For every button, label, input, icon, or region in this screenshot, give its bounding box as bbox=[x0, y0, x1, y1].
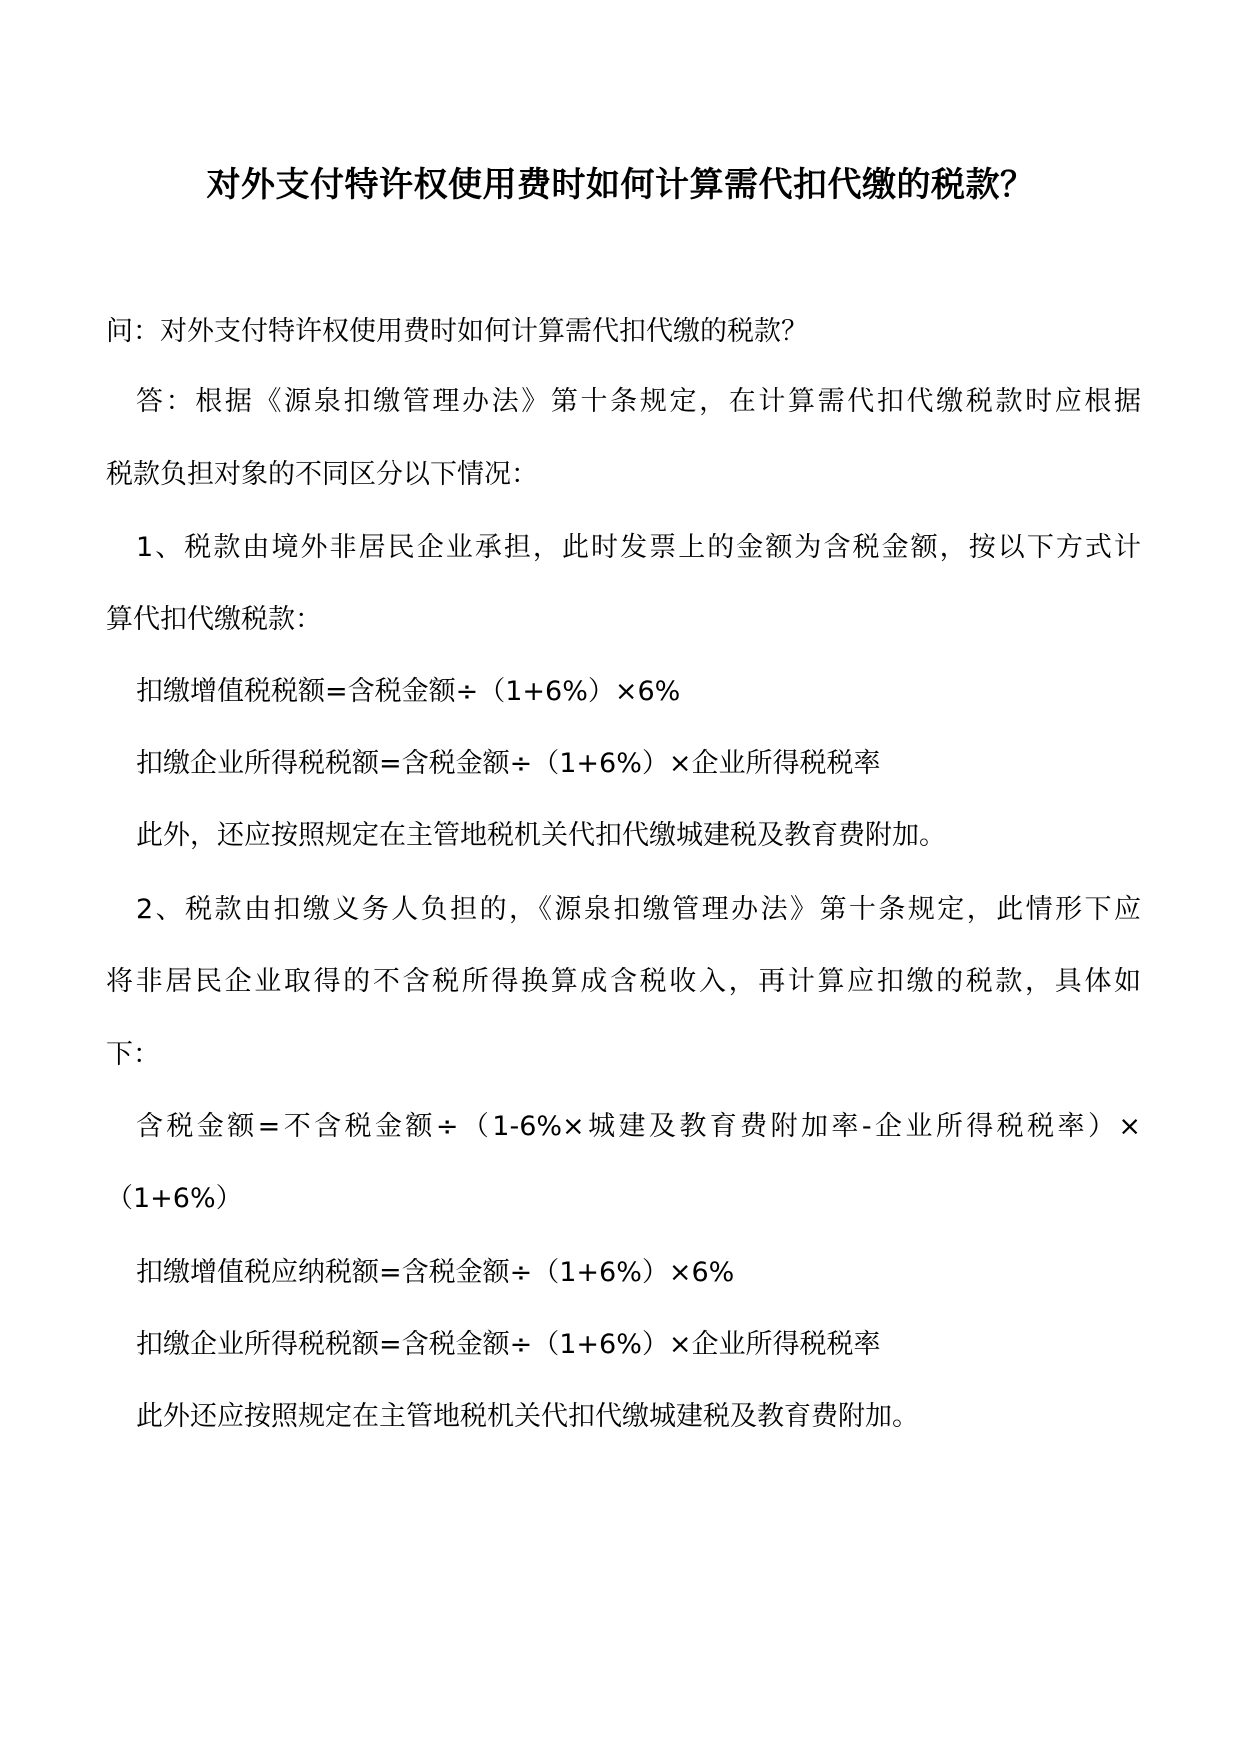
case-1-line-1: 1、税款由境外非居民企业承担，此时发票上的金额为含税金额，按以下方式计 bbox=[136, 532, 1141, 563]
document-title: 对外支付特许权使用费时如何计算需代扣代缴的税款？ bbox=[206, 165, 1035, 205]
formula-vat-2: 扣缴增值税应纳税额=含税金额÷（1+6%）×6% bbox=[136, 1257, 735, 1288]
case-2-line-3: 下： bbox=[106, 1039, 160, 1070]
formula-cit-1: 扣缴企业所得税税额=含税金额÷（1+6%）×企业所得税税率 bbox=[136, 748, 881, 779]
answer-line-1: 答：根据《源泉扣缴管理办法》第十条规定，在计算需代扣代缴税款时应根据 bbox=[136, 386, 1141, 417]
formula-vat-1: 扣缴增值税税额=含税金额÷（1+6%）×6% bbox=[136, 676, 681, 707]
case-2-line-1: 2、税款由扣缴义务人负担的，《源泉扣缴管理办法》第十条规定，此情形下应 bbox=[136, 894, 1141, 925]
case-1-line-2: 算代扣代缴税款： bbox=[106, 604, 322, 635]
note-line-1: 此外，还应按照规定在主管地税机关代扣代缴城建税及教育费附加。 bbox=[136, 820, 946, 851]
answer-line-2: 税款负担对象的不同区分以下情况： bbox=[106, 459, 538, 490]
formula-gross-line-2: （1+6%） bbox=[106, 1183, 243, 1214]
note-line-2: 此外还应按照规定在主管地税机关代扣代缴城建税及教育费附加。 bbox=[136, 1401, 919, 1432]
formula-cit-2: 扣缴企业所得税税额=含税金额÷（1+6%）×企业所得税税率 bbox=[136, 1329, 881, 1360]
case-2-line-2: 将非居民企业取得的不含税所得换算成含税收入，再计算应扣缴的税款，具体如 bbox=[106, 966, 1141, 997]
question-line: 问：对外支付特许权使用费时如何计算需代扣代缴的税款？ bbox=[106, 316, 808, 347]
formula-gross-line-1: 含税金额=不含税金额÷（1-6%×城建及教育费附加率-企业所得税税率）× bbox=[136, 1111, 1141, 1142]
